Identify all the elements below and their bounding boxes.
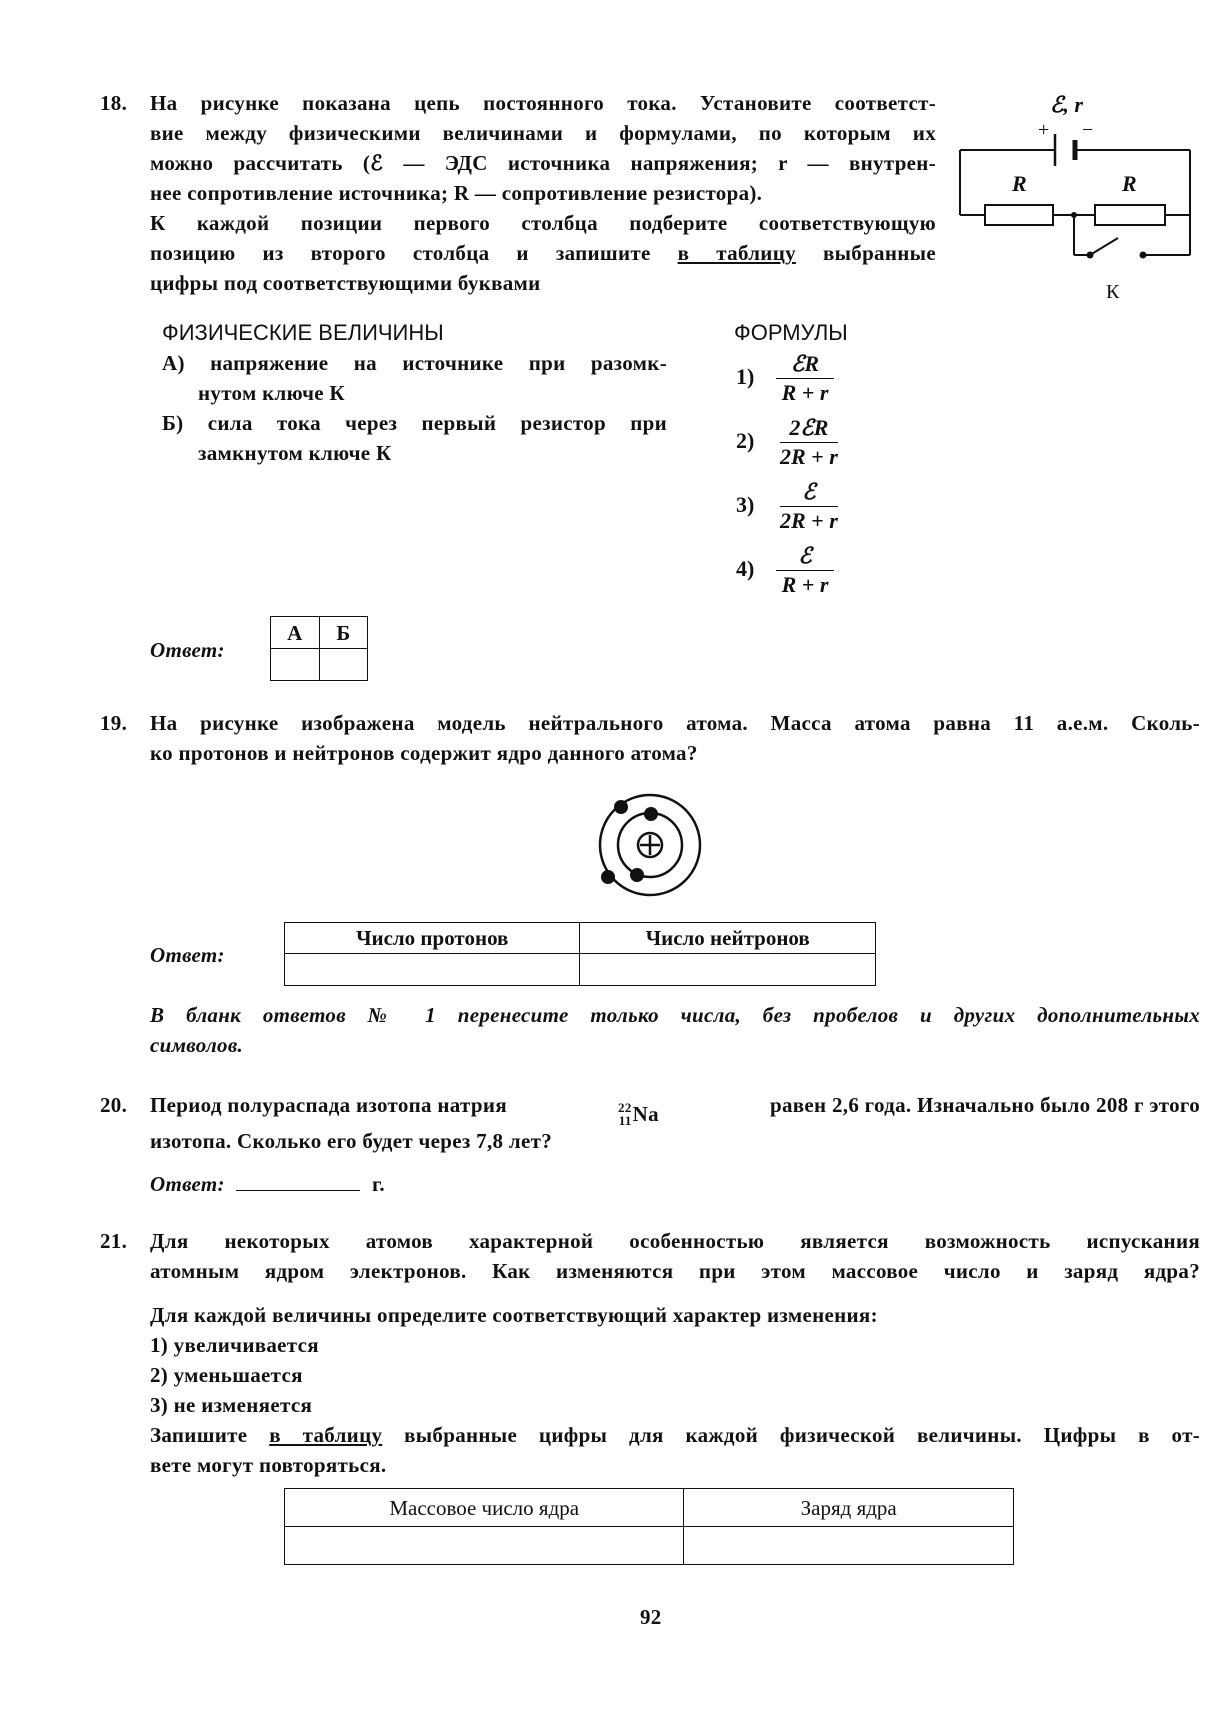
circuit-minus: − (1082, 119, 1094, 141)
item-a-label: А) (162, 351, 185, 375)
q19-line-2: ко протонов и нейтронов содержит ядро данного атома? (150, 741, 698, 765)
answer-cell-a[interactable] (271, 649, 320, 681)
formula-2-num: 2ℰR (780, 414, 838, 443)
formula-1-den: R + r (781, 380, 829, 405)
q21-answer-table (284, 1488, 1014, 1565)
isotope-charge: 11 (618, 1113, 632, 1128)
q19-text (150, 708, 1200, 768)
circuit-source-label: ℰ, r (1050, 92, 1083, 117)
q18-line-3: можно рассчитать (ℰ — ЭДС источника напряжения; r — внутрен- (150, 151, 936, 175)
q18-line-1: На рисунке показана цепь постоянного тока. Установите соответст- (150, 91, 936, 115)
item-a-line-2: нутом ключе К (198, 381, 345, 405)
item-b-line-1: сила тока через первый резистор при (207, 411, 667, 435)
formula-2-label: 2) (736, 428, 755, 453)
formula-3-num: ℰ (780, 478, 838, 507)
q18-item-a (162, 348, 667, 408)
resistor-2-label: R (1122, 171, 1137, 196)
isotope-mass: 22 (618, 1100, 632, 1115)
q19-answer-table (284, 922, 876, 986)
answer-col-b: Б (319, 617, 367, 649)
page-number: 92 (640, 1605, 662, 1629)
neutrons-cell[interactable] (580, 954, 876, 986)
q19-note (150, 1000, 1200, 1060)
q20-line-1 (150, 1090, 1200, 1129)
formula-3-label: 3) (736, 492, 755, 517)
q18-instr-2: позицию из второго столбца и запишите в таблицу выбранные (150, 241, 936, 265)
col-charge: Заряд ядра (684, 1489, 1014, 1527)
q20-answer-blank[interactable] (236, 1168, 360, 1191)
item-a-line-1: напряжение на источнике при разомк- (210, 351, 667, 375)
q21-option-3: 3) не изменяется (150, 1393, 313, 1417)
q21-number: 21. (100, 1229, 128, 1253)
q21-instr-line-1: Запишите в таблицу выбранные цифры для каждой физической величины. Цифры в от- (150, 1423, 1200, 1447)
item-b-label: Б) (162, 411, 184, 435)
col-neutrons: Число нейтронов (580, 923, 876, 954)
formula-1-label: 1) (736, 364, 755, 389)
q20-unit: г. (371, 1172, 385, 1196)
q18-instr-1: К каждой позиции первого столбца подберите соответствующую (150, 211, 936, 235)
q18-line-4: нее сопротивление источника; R — сопротивление резистора). (150, 181, 763, 205)
q19-note-line-1: В бланк ответов № 1 перенесите только числа, без пробелов и других дополнительных (150, 1003, 1200, 1027)
q18-right-header: ФОРМУЛЫ (734, 320, 848, 345)
q18-text (150, 88, 936, 298)
answer-cell-b[interactable] (319, 649, 367, 681)
circuit-diagram (950, 90, 1200, 310)
q19-number: 19. (100, 711, 128, 735)
atom-model (590, 790, 710, 900)
q18-answer-table (270, 616, 368, 681)
item-b-line-2: замкнутом ключе К (198, 441, 392, 465)
q18-item-b (162, 408, 667, 468)
q21-line-1: Для некоторых атомов характерной особенностью является возможность испускания (150, 1229, 1200, 1253)
key-label: К (1106, 281, 1120, 303)
formula-2-den: 2R + r (780, 444, 838, 469)
resistor-1-label: R (1012, 171, 1027, 196)
q21-text (150, 1226, 1200, 1286)
q20-answer-label: Ответ: (150, 1172, 225, 1196)
q18-instr-3: цифры под соответствующими буквами (150, 271, 541, 295)
q20-number: 20. (100, 1093, 128, 1117)
mass-number-cell[interactable] (285, 1527, 684, 1565)
charge-cell[interactable] (684, 1527, 1014, 1565)
q20-line-2: изотопа. Сколько его будет через 7,8 лет? (150, 1129, 552, 1153)
col-protons: Число протонов (285, 923, 580, 954)
col-mass-number: Массовое число ядра (285, 1489, 684, 1527)
q21-line-2: атомным ядром электронов. Как изменяются при этом массовое число и заряд ядра? (150, 1259, 1200, 1283)
formula-3-den: 2R + r (780, 508, 838, 533)
formula-4-num: ℰ (776, 542, 834, 571)
q19-line-1: На рисунке изображена модель нейтрального атома. Масса атома равна 11 а.е.м. Сколь- (150, 711, 1200, 735)
q21-option-2: 2) уменьшается (150, 1363, 303, 1387)
isotope (618, 1099, 659, 1129)
q19-note-line-2: символов. (150, 1033, 244, 1057)
protons-cell[interactable] (285, 954, 580, 986)
q21-option-1: 1) увеличивается (150, 1333, 319, 1357)
formula-4-label: 4) (736, 556, 755, 581)
q18-number: 18. (100, 91, 128, 115)
formula-4-den: R + r (781, 572, 829, 597)
q18-line-2: вие между физическими величинами и формулами, по которым их (150, 121, 936, 145)
isotope-symbol: Na (632, 1102, 659, 1126)
q20-text-before: Период полураспада изотопа натрия (150, 1093, 507, 1117)
circuit-plus: + (1038, 119, 1050, 141)
formula-1-num: ℰR (776, 350, 834, 379)
formula-3 (736, 478, 842, 535)
answer-col-a: А (271, 617, 320, 649)
q18-left-header: ФИЗИЧЕСКИЕ ВЕЛИЧИНЫ (162, 320, 444, 345)
q21-body (150, 1300, 1200, 1480)
q21-instr-line-2: вете могут повторяться. (150, 1453, 387, 1477)
q20-text-after: равен 2,6 года. Изначально было 208 г этого (769, 1093, 1200, 1117)
q19-answer-label: Ответ: (150, 943, 225, 967)
q21-prompt: Для каждой величины определите соответствующий характер изменения: (150, 1303, 878, 1327)
q20-answer (150, 1168, 385, 1199)
formula-4 (736, 542, 834, 599)
q18-answer-label: Ответ: (150, 638, 225, 662)
formula-1 (736, 350, 834, 407)
formula-2 (736, 414, 842, 471)
